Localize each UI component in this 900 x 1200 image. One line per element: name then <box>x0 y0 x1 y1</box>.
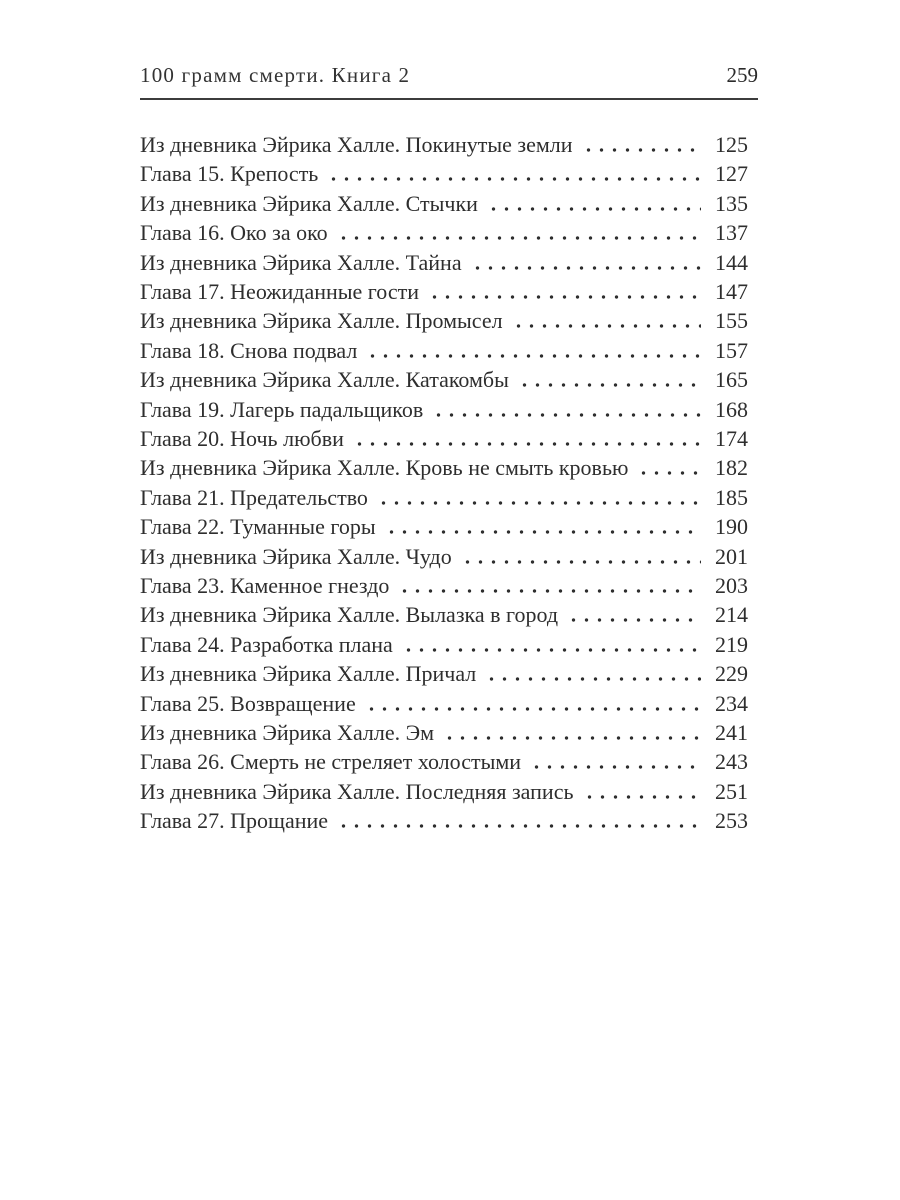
dot-leader <box>351 442 701 446</box>
toc-entry-title: Из дневника Эйрика Халле. Кровь не смыть кровью <box>140 455 629 481</box>
table-of-contents <box>140 130 748 835</box>
toc-entry[interactable] <box>140 306 748 335</box>
toc-entry[interactable] <box>140 512 748 541</box>
toc-entry-title: Глава 21. Предательство <box>140 484 368 510</box>
toc-entry[interactable] <box>140 571 748 600</box>
dot-leader <box>469 266 701 270</box>
toc-entry[interactable] <box>140 659 748 688</box>
toc-entry-page: 135 <box>715 190 748 216</box>
toc-entry-page: 182 <box>715 455 748 481</box>
dot-leader <box>510 324 701 328</box>
dot-leader <box>363 707 701 711</box>
toc-entry[interactable] <box>140 777 748 806</box>
toc-entry-title: Глава 25. Возвращение <box>140 690 356 716</box>
toc-entry-title: Глава 17. Неожиданные гости <box>140 279 419 305</box>
toc-entry-title: Из дневника Эйрика Халле. Причал <box>140 661 477 687</box>
toc-entry-title: Глава 20. Ночь любви <box>140 426 344 451</box>
toc-entry-title: Из дневника Эйрика Халле. Тайна <box>140 249 462 275</box>
toc-entry-page: 144 <box>715 249 748 275</box>
toc-entry-title: Из дневника Эйрика Халле. Вылазка в город <box>140 602 559 628</box>
toc-entry-page: 243 <box>715 749 748 775</box>
toc-entry[interactable] <box>140 542 748 571</box>
toc-entry-page: 214 <box>715 602 748 628</box>
dot-leader <box>426 295 701 299</box>
toc-entry[interactable] <box>140 189 748 218</box>
toc-entry-page: 137 <box>715 220 748 246</box>
dot-leader <box>483 677 701 681</box>
toc-entry-title: Глава 22. Туманные горы <box>140 514 376 540</box>
toc-entry-page: 203 <box>715 572 748 598</box>
toc-entry-title: Глава 15. Крепость <box>140 161 319 187</box>
toc-entry-page: 241 <box>715 719 748 745</box>
dot-leader <box>635 471 701 475</box>
toc-entry-page: 127 <box>715 161 748 187</box>
toc-entry-page: 201 <box>715 543 748 569</box>
dot-leader <box>335 236 701 240</box>
toc-entry-title: Из дневника Эйрика Халле. Эм <box>140 719 435 745</box>
toc-entry-page: 229 <box>715 661 748 687</box>
dot-leader <box>459 560 701 564</box>
toc-entry[interactable] <box>140 365 748 394</box>
dot-leader <box>430 413 701 417</box>
toc-entry-page: 155 <box>715 308 748 334</box>
toc-entry-title: Глава 19. Лагерь падальщиков <box>140 396 424 422</box>
toc-entry[interactable] <box>140 248 748 277</box>
toc-entry-page: 157 <box>715 337 748 363</box>
toc-entry-page: 253 <box>715 808 748 834</box>
toc-entry-page: 185 <box>715 484 748 510</box>
dot-leader <box>565 618 701 622</box>
toc-entry-page: 147 <box>715 279 748 305</box>
toc-entry[interactable] <box>140 336 748 365</box>
toc-entry-title: Из дневника Эйрика Халле. Чудо <box>140 543 452 569</box>
toc-entry-page: 165 <box>715 367 748 393</box>
header-rule <box>140 98 758 100</box>
toc-entry[interactable] <box>140 277 748 306</box>
dot-leader <box>364 354 701 358</box>
header-page-number: 259 <box>726 63 758 87</box>
dot-leader <box>396 589 701 593</box>
toc-entry-page: 251 <box>715 778 748 804</box>
toc-entry-title: Из дневника Эйрика Халле. Промысел <box>140 308 503 334</box>
toc-entry-title: Из дневника Эйрика Халле. Катакомбы <box>140 367 509 393</box>
toc-entry[interactable] <box>140 483 748 512</box>
toc-entry[interactable] <box>140 159 748 188</box>
toc-entry[interactable] <box>140 806 748 835</box>
dot-leader <box>485 207 701 211</box>
dot-leader <box>528 765 701 769</box>
toc-entry-page: 234 <box>715 690 748 716</box>
toc-entry-page: 174 <box>715 426 748 451</box>
toc-entry-page: 219 <box>715 631 748 657</box>
toc-entry-title: Глава 23. Каменное гнездо <box>140 572 390 598</box>
toc-entry[interactable] <box>140 395 748 424</box>
toc-entry[interactable] <box>140 218 748 247</box>
dot-leader <box>516 383 701 387</box>
toc-entry-title: Глава 24. Разработка плана <box>140 631 393 657</box>
toc-entry-title: Из дневника Эйрика Халле. Покинутые земли <box>140 132 573 158</box>
toc-entry[interactable] <box>140 424 748 453</box>
toc-entry[interactable] <box>140 600 748 629</box>
toc-entry[interactable] <box>140 747 748 776</box>
dot-leader <box>441 736 701 740</box>
dot-leader <box>335 824 701 828</box>
toc-entry[interactable] <box>140 453 748 482</box>
toc-entry-page: 125 <box>715 132 748 158</box>
dot-leader <box>581 795 702 799</box>
toc-entry-title: Глава 27. Прощание <box>140 808 329 834</box>
dot-leader <box>375 501 701 505</box>
running-title: 100 грамм смерти. Книга 2 <box>140 63 411 87</box>
toc-entry-title: Глава 26. Смерть не стреляет холостыми <box>140 749 522 775</box>
toc-entry-page: 190 <box>715 514 748 540</box>
dot-leader <box>400 648 701 652</box>
dot-leader <box>325 177 701 181</box>
toc-entry-title: Из дневника Эйрика Халле. Последняя запись <box>140 778 574 804</box>
dot-leader <box>580 148 701 152</box>
toc-entry[interactable] <box>140 630 748 659</box>
toc-entry-title: Из дневника Эйрика Халле. Стычки <box>140 190 478 216</box>
toc-entry[interactable] <box>140 130 748 159</box>
page-header <box>140 64 758 87</box>
dot-leader <box>383 530 701 534</box>
toc-entry-page: 168 <box>715 396 748 422</box>
toc-entry-title: Глава 18. Снова подвал <box>140 337 358 363</box>
toc-entry[interactable] <box>140 689 748 718</box>
toc-entry[interactable] <box>140 718 748 747</box>
toc-entry-title: Глава 16. Око за око <box>140 220 328 246</box>
